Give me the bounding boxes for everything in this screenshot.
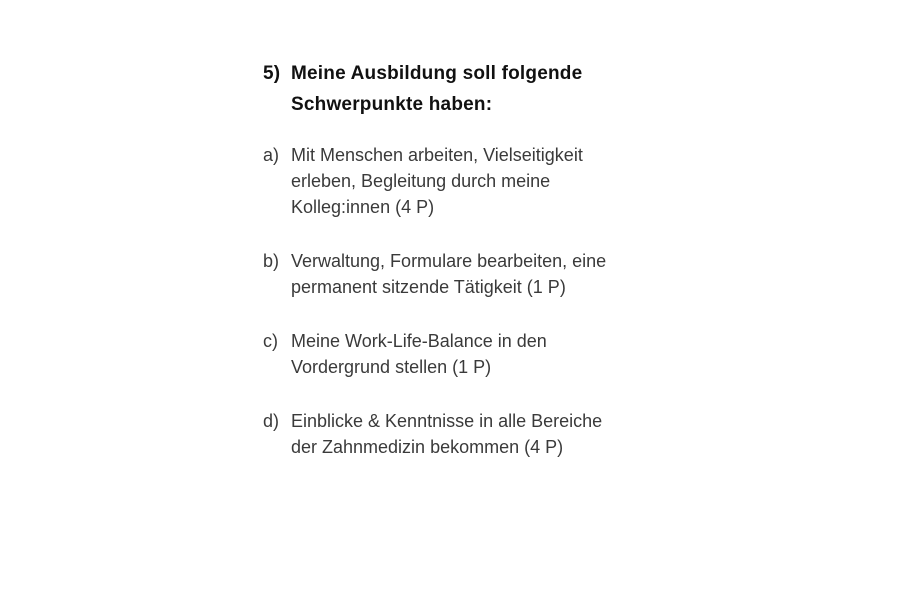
option-d [263,408,703,460]
answer-options [263,142,703,460]
option-line: erleben, Begleitung durch meine [291,171,551,191]
option-letter: d) [263,411,280,431]
option-text [291,328,703,380]
question-title [263,58,703,120]
option-letter: c) [263,331,278,351]
option-line: Vordergrund stellen (1 P) [291,357,492,377]
option-letter: b) [263,251,280,271]
option-line: Einblicke & Kenntnisse in alle Bereiche [291,411,603,431]
question-title-line: Schwerpunkte haben: [291,94,493,115]
option-line: Verwaltung, Formulare bearbeiten, eine [291,251,607,271]
question-block [263,58,703,488]
question-title-line: Meine Ausbildung soll folgende [291,63,583,84]
question-number: 5) [263,63,281,84]
option-line: Mit Menschen arbeiten, Vielseitigkeit [291,145,583,165]
option-line: permanent sitzende Tätigkeit (1 P) [291,277,566,297]
option-line: Kolleg:innen (4 P) [291,197,435,217]
option-line: Meine Work-Life-Balance in den [291,331,547,351]
option-text [291,248,703,300]
option-text [291,408,703,460]
question-text [291,58,703,120]
option-letter: a) [263,145,280,165]
option-line: der Zahnmedizin bekommen (4 P) [291,437,564,457]
option-b [263,248,703,300]
option-text [291,142,703,220]
option-c [263,328,703,380]
option-a [263,142,703,220]
